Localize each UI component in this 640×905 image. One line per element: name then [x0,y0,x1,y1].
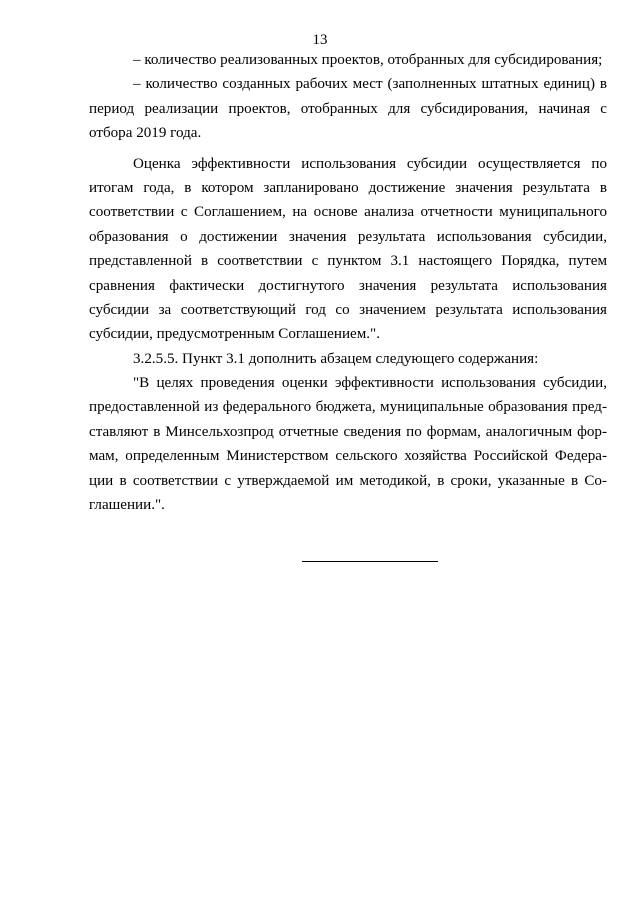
text-line: ции в соответствии с утверждаемой им методикой, в сроки, указанные в Со- [89,472,607,489]
text-line: субсидии, предусмотренным Соглашением.". [89,326,380,343]
text-line: предоставленной из федерального бюджета, муниципальные образования пред- [89,399,607,416]
text-line: ставляют в Минсельхозпрод отчетные сведения по формам, аналогичным фор- [89,423,607,440]
text-line: итогам года, в котором запланировано достижение значения результата в [89,179,607,196]
document-body [89,48,607,517]
text-line: период реализации проектов, отобранных для субсидирования, начиная с [89,100,607,117]
text-line: – количество созданных рабочих мест (заполненных штатных единиц) в [133,76,607,93]
text-line: образования о достижении значения результата использования субсидии, [89,228,607,245]
text-line: мам, определенным Министерством сельского хозяйства Российской Федера- [89,448,607,465]
text-line: отбора 2019 года. [89,125,202,142]
text-line: соответствии с Соглашением, на основе анализа отчетности муниципального [89,204,607,221]
text-line: 3.2.5.5. Пункт 3.1 дополнить абзацем следующего содержания: [133,350,539,367]
end-separator-line [302,561,438,562]
page-number: 13 [312,32,328,48]
text-line: субсидии за соответствующий год со значением результата использования [89,301,607,318]
text-line: Оценка эффективности использования субсидии осуществляется по [133,155,607,172]
text-line: глашении.". [89,497,165,514]
text-line: "В целях проведения оценки эффективности использования субсидии, [133,375,607,392]
text-line: сравнения фактически достигнутого значения результата использования [89,277,607,294]
text-line: представленной в соответствии с пунктом 3.1 настоящего Порядка, путем [89,253,607,270]
text-line: – количество реализованных проектов, отобранных для субсидирования; [133,52,603,68]
